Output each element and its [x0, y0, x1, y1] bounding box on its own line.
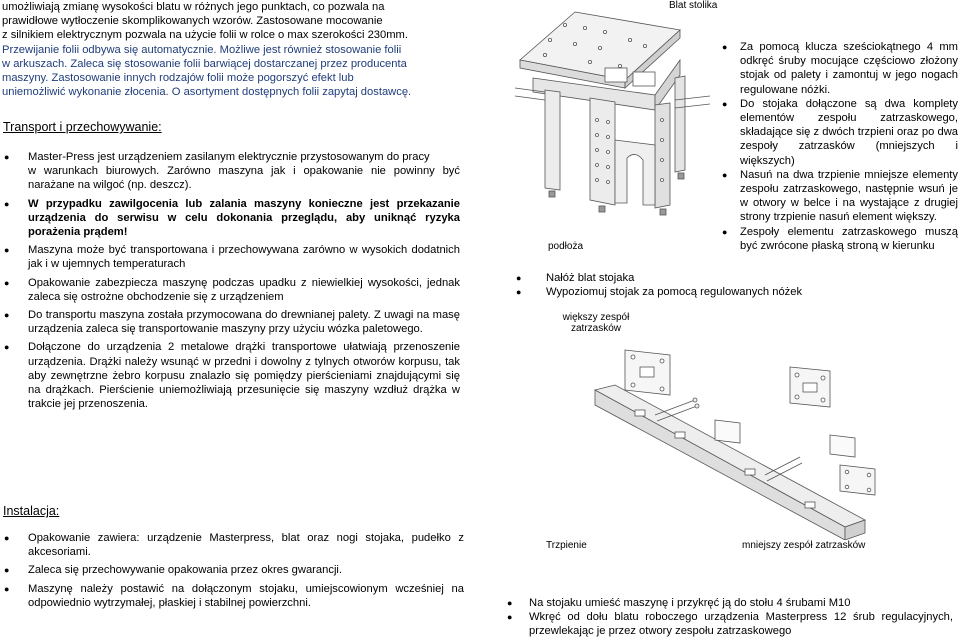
install-heading: Instalacja:	[3, 504, 60, 518]
list-item: ● Maszynę należy postawić na dołączonym stojaku, umiejscowionym wcześniej na odpowiednio wytrzymałej, płaskiej i stabilnej powierzchni.	[2, 582, 464, 610]
list-item: ● Nasuń na dwa trzpienie mniejsze elementy zespołu zatrzaskowego, następnie wsuń je w otwory w belce i na wystające z drugiej strony trzpienie nasuń element większy.	[722, 168, 958, 225]
install-list	[2, 531, 464, 614]
intro-line: umożliwiają zmianę wysokości blatu w różnych jego punktach, co pozwala na	[2, 1, 385, 13]
list-item: ● Maszyna może być transportowana i przechowywana zarówno w wysokich dodatnich jak i w ujemnych temperaturach	[2, 243, 460, 271]
latch-drawing	[575, 345, 915, 540]
intro-line: Przewijanie folii odbywa się automatycznie. Możliwe jest również stosowanie folii	[2, 43, 402, 56]
intro-line: z silnikiem elektrycznym pozwala na użycie folii w rolce o max szerokości 230mm.	[2, 29, 408, 42]
intro-line: uniemożliwić wykonanie złocenia. O asortyment dostępnych folii zapytaj dostawcę.	[2, 86, 412, 99]
wiekszy-label: większy zespół zatrzasków	[562, 312, 630, 334]
list-item: ● Dołączone do urządzenia 2 metalowe drążki transportowe ułatwiają przenoszenie urządzenia. Drążki należy wsunąć w przedni i dowolny z tylnych otworów korpusu, tak aby zewnętrzne żebro korpusu znalazło się pomiędzy pierścieniami znajdującymi się na drążkach. Pierścienie uniemożliwiają przesunięcie się maszyny wzdłuż drążka w trakcie jej przenoszenia.	[2, 340, 460, 411]
list-item: ● Wypoziomuj stojak za pomocą regulowanych nóżek	[516, 285, 816, 299]
right-notes-list	[722, 40, 958, 253]
intro-line: w arkuszach. Zaleca się stosowanie folii barwiącej dostarczanej przez producenta	[2, 57, 407, 70]
list-item: ● Zaleca się przechowywanie opakowania przez okres gwarancji.	[2, 563, 464, 577]
list-item: ● Do transportu maszyna została przymocowana do drewnianej palety. Z uwagi na masę urządzenia zaleca się transportowanie maszyny przy użyciu wózka paletowego.	[2, 308, 460, 336]
list-item: ● W przypadku zawilgocenia lub zalania maszyny konieczne jest przekazanie urządzenia do serwisu w celu dokonania przeglądu, aby uniknąć ryzyka porażenia prądem!	[2, 197, 460, 240]
mniejszy-label: mniejszy zespół zatrzasków	[742, 540, 866, 551]
bottom-steps-list	[505, 596, 953, 639]
list-item: ● Na stojaku umieść maszynę i przykręć ją do stołu 4 śrubami M10	[505, 596, 953, 610]
transport-heading: Transport i przechowywanie:	[3, 120, 162, 134]
list-item: ● Wkręć od dołu blatu roboczego urządzenia Masterpress 12 śrub regulacyjnych, przewlekając je przez otwory zespołu zatrzaskowego	[505, 610, 953, 638]
list-item: ● Nałóż blat stojaka	[516, 271, 816, 285]
list-item: ● Za pomocą klucza sześciokątnego 4 mm odkręć śruby mocujące częściowo złożony stojak od palety i zamontuj w jego nogach regulowane nóżki.	[722, 40, 958, 97]
intro-line: maszyny. Zastosowanie innych rodzajów folii może pogorszyć efekt lub	[2, 72, 354, 85]
list-item: ● Opakowanie zawiera: urządzenie Masterpress, blat oraz nogi stojaka, pudełko z akcesoriami.	[2, 531, 464, 559]
transport-list	[2, 150, 460, 415]
intro-paragraph	[2, 0, 462, 99]
mid-steps-list	[516, 271, 816, 299]
list-item: ● Master-Press jest urządzeniem zasilanym elektrycznie przystosowanym do pracy w warunkach biurowych. Zarówno maszyna jak i opakowanie nie powinny być narażane na wilgoć (np. deszcz).	[2, 150, 460, 193]
list-item: ● Do stojaka dołączone są dwa komplety elementów zespołu zatrzaskowego, składające się z dwóch trzpieni oraz po dwa zespoły zatrzasków (mniejszych i większych)	[722, 97, 958, 168]
list-item: ● Opakowanie zabezpiecza maszynę podczas upadku z niewielkiej wysokości, jednak zaleca się ostrożne obchodzenie się z urządzeniem	[2, 276, 460, 304]
trzpienie-label: Trzpienie	[546, 540, 587, 551]
blat-label: Blat stolika	[669, 0, 718, 11]
intro-line: prawidłowe wytłoczenie skomplikowanych wzorów. Zastosowane mocowanie	[2, 15, 383, 28]
stand-drawing	[505, 0, 730, 250]
podloza-label: podłoża	[548, 241, 584, 252]
list-item: ● Zespoły elementu zatrzaskowego muszą być zwrócone płaską stroną w kierunku	[722, 225, 958, 253]
